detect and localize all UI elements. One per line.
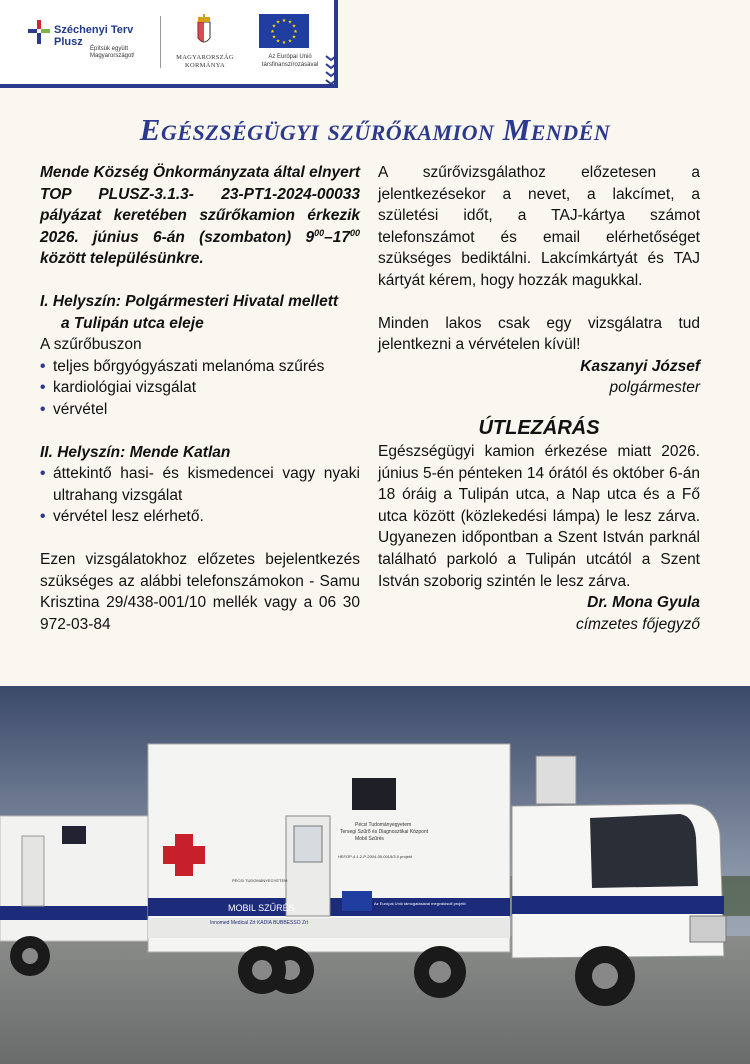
trailer-label: MOBIL SZŰRÉS (228, 903, 295, 913)
szechenyi-name: Széchenyi Terv Plusz (54, 24, 134, 48)
project-code: HEFOP-4.1.2-P-2004-05-0015/3.0 projekt (338, 854, 413, 859)
svg-text:★: ★ (287, 38, 293, 45)
signature-name-2: Dr. Mona Gyula (587, 594, 700, 612)
signature-role-2: címzetes főjegyző (575, 615, 700, 633)
side-text-3: Mobil Szűrés (355, 836, 384, 842)
szechenyi-terv-logo (28, 18, 158, 68)
road-closure-paragraph: Egészségügyi kamion érkezése miatt 2026. június 5-én pénteken 14 órától és október 6-án 18 óráig a Tulipán utca, a Nap utca és a Fő utca között (közlekedési lámpa) le lesz zárva. Ugyanezen időpontban a Szent István parknál található parkoló a Tulipán utcától a Szent István szoborig szintén le lesz zárva. (378, 442, 700, 590)
svg-text:★: ★ (275, 38, 281, 45)
sponsor-label: Innomed Medical Zrt KADIA BUBBESSO Zrt (210, 920, 309, 926)
eu-flag-icon (259, 14, 309, 48)
registration-paragraph: A szűrővizsgálathoz előzetesen a jelentkezésekor a nevet, a lakcímet, a születési időt, a TAJ-kártya számot telefonszámot és email elérhetőséget szükséges bediktálni. Lakcímkártyát és TAJ kártyát kérem, hogy hozzák magukkal. (378, 164, 700, 289)
szechenyi-cross-icon (28, 20, 50, 44)
list-item: • teljes bőrgyógyászati melanóma szűrés (40, 356, 360, 378)
signature-name: Kaszanyi József (580, 357, 700, 375)
page-title: Egészségügyi szűrőkamion Mendén (139, 112, 611, 147)
svg-text:★: ★ (293, 29, 298, 35)
szechenyi-slogan: Építsük együtt Magyarországot! (90, 46, 135, 59)
location-1-sub: A szűrőbuszon (40, 336, 142, 354)
header-divider (160, 16, 161, 68)
intro-paragraph: Mende Község Önkormányzata által elnyert TOP PLUSZ-3.1.3- 23-PT1-2024-00033 pályázat keretében szűrőkamion érkezik 2026. június 6-án (szombaton) $9^{00}-17^{00}$ között településünkre. (40, 164, 360, 268)
location-1-list (40, 356, 360, 421)
road-closure-title: ÚTLEZÁRÁS (478, 416, 600, 439)
location-1-title: I. Helyszín: Polgármesteri Hivatal mellett (40, 292, 339, 310)
university-label: PÉCSI TUDOMÁNYEGYETEM (232, 878, 288, 883)
eu-label: Az Európai Unió társfinanszírozásával (261, 54, 319, 68)
signature-role: polgármester (609, 379, 700, 397)
hungarian-crest-icon (192, 14, 216, 50)
location-1-subtitle: a Tulipán utca eleje (61, 314, 204, 332)
svg-text:★: ★ (271, 23, 277, 30)
truck-illustration (0, 686, 750, 1064)
svg-text:★: ★ (270, 29, 275, 35)
list-item: • áttekintő hasi- és kismedencei vagy nyaki ultrahang vizsgálat (40, 463, 360, 506)
corner-chevrons-icon (324, 52, 338, 88)
hungary-government-label: MAGYARORSZÁG KORMÁNYA (176, 54, 234, 69)
truck-photo (0, 686, 750, 1064)
location-2-title: II. Helyszín: Mende Katlan (40, 443, 231, 461)
hungary-government-logo (170, 12, 240, 78)
list-item: • kardiológiai vizsgálat (40, 377, 360, 399)
svg-text:★: ★ (275, 19, 281, 26)
logo-header (0, 0, 338, 88)
location-2-list (40, 463, 360, 528)
limit-paragraph: Minden lakos csak egy vizsgálatra tud jelentkezni a vérvételen kívül! (378, 314, 700, 354)
svg-text:★: ★ (291, 34, 297, 41)
eu-note-label: Az Európai Unió támogatásával megvalósult projekt (374, 901, 466, 906)
right-column (378, 162, 700, 635)
eu-logo (255, 12, 325, 78)
svg-text:★: ★ (291, 23, 297, 30)
contact-paragraph: Ezen vizsgálatokhoz előzetes bejelentkezés szükséges az alábbi telefonszámokon - Samu Krisztina 29/438-001/10 mellék vagy a 06 30 972-03-84 (40, 550, 360, 633)
svg-text:★: ★ (271, 34, 277, 41)
svg-text:★: ★ (281, 18, 287, 24)
list-item: • vérvétel lesz elérhető. (40, 506, 360, 528)
side-text-2: Tersegi Szűrő és Diagnosztikai Központ (340, 829, 429, 835)
svg-text:★: ★ (281, 40, 287, 46)
left-column (40, 162, 360, 635)
list-item: • vérvétel (40, 399, 360, 421)
svg-text:★: ★ (287, 19, 293, 26)
side-text-1: Pécsi Tudományegyetem (355, 822, 412, 828)
